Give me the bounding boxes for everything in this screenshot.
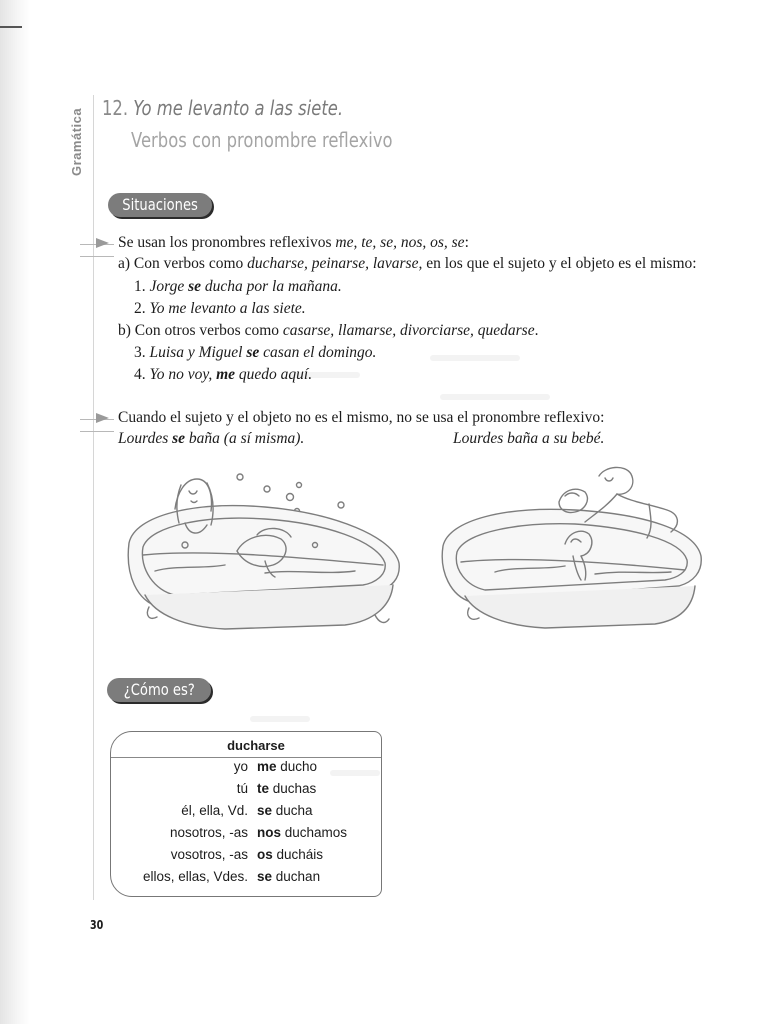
rule-line [80, 256, 114, 257]
como-es-pill [107, 678, 211, 702]
bleed-through-mark [440, 394, 550, 400]
table-row [111, 756, 381, 778]
conjugation-table [110, 731, 382, 897]
table-row [111, 844, 381, 866]
subject-pronoun: yo [233, 759, 248, 774]
subject-pronoun: nosotros, -as [169, 825, 248, 840]
bleed-through-mark [430, 355, 520, 361]
situaciones-pill [108, 193, 212, 217]
rule-2-text: Cuando el sujeto y el objeto no es el mismo, no se usa el pronombre reflexivo: [118, 409, 605, 426]
table-row [111, 822, 381, 844]
rule-line [80, 431, 114, 432]
reflexive-pronoun-list: me, te, se, nos, os, se [335, 234, 465, 251]
margin-rule [93, 95, 94, 900]
verb-form: te duchas [257, 781, 317, 796]
arrow-bullet-icon [96, 238, 109, 248]
subject-pronoun: él, ella, Vd. [181, 803, 248, 818]
situaciones-label: Situaciones [122, 195, 198, 214]
subject-pronoun: vosotros, -as [170, 847, 248, 862]
example-2: 2. Yo me levanto a las siete. [134, 300, 306, 317]
scan-edge-shadow [0, 0, 30, 1024]
chapter-number: 12. [102, 96, 129, 120]
bathtub-illustration [115, 465, 405, 635]
subject-pronoun: tú [236, 781, 248, 796]
page-number: 30 [90, 918, 104, 932]
verb-form: se duchan [257, 869, 321, 884]
chapter-title [102, 96, 343, 120]
chapter-subtitle: Verbos con pronombre reflexivo [131, 128, 393, 152]
table-row [111, 778, 381, 800]
section-side-label: Gramática [69, 107, 84, 177]
como-es-label: ¿Cómo es? [123, 680, 195, 699]
point-b: b) Con otros verbos como casarse, llamarse, divorciarse, quedarse. [118, 322, 539, 339]
verb-form: os ducháis [257, 847, 324, 862]
bleed-through-mark [250, 716, 310, 722]
example-1: 1. Jorge se ducha por la mañana. [134, 278, 342, 295]
rule-1-text: Se usan los pronombres reflexivos me, te, se, nos, os, se: [118, 234, 469, 251]
chapter-main-title: Yo me levanto a las siete. [133, 96, 344, 120]
table-row [111, 800, 381, 822]
mother-bathing-baby-illustration [435, 462, 705, 634]
subject-pronoun: ellos, ellas, Vdes. [142, 869, 248, 884]
table-row [111, 866, 381, 888]
arrow-bullet-icon [96, 413, 109, 423]
example-3: 3. Luisa y Miguel se casan el domingo. [134, 344, 377, 361]
corner-mark [0, 26, 22, 28]
caption-right: Lourdes baña a su bebé. [453, 430, 605, 447]
example-4: 4. Yo no voy, me quedo aquí. [134, 366, 313, 383]
caption-left: Lourdes se baña (a sí misma). [118, 430, 305, 447]
verb-form: me ducho [257, 759, 318, 774]
verb-form: se ducha [257, 803, 313, 818]
table-header: ducharse [111, 732, 381, 758]
point-a: a) Con verbos como ducharse, peinarse, lavarse, en los que el sujeto y el objeto es el mismo: [118, 255, 697, 272]
verb-form: nos duchamos [257, 825, 348, 840]
